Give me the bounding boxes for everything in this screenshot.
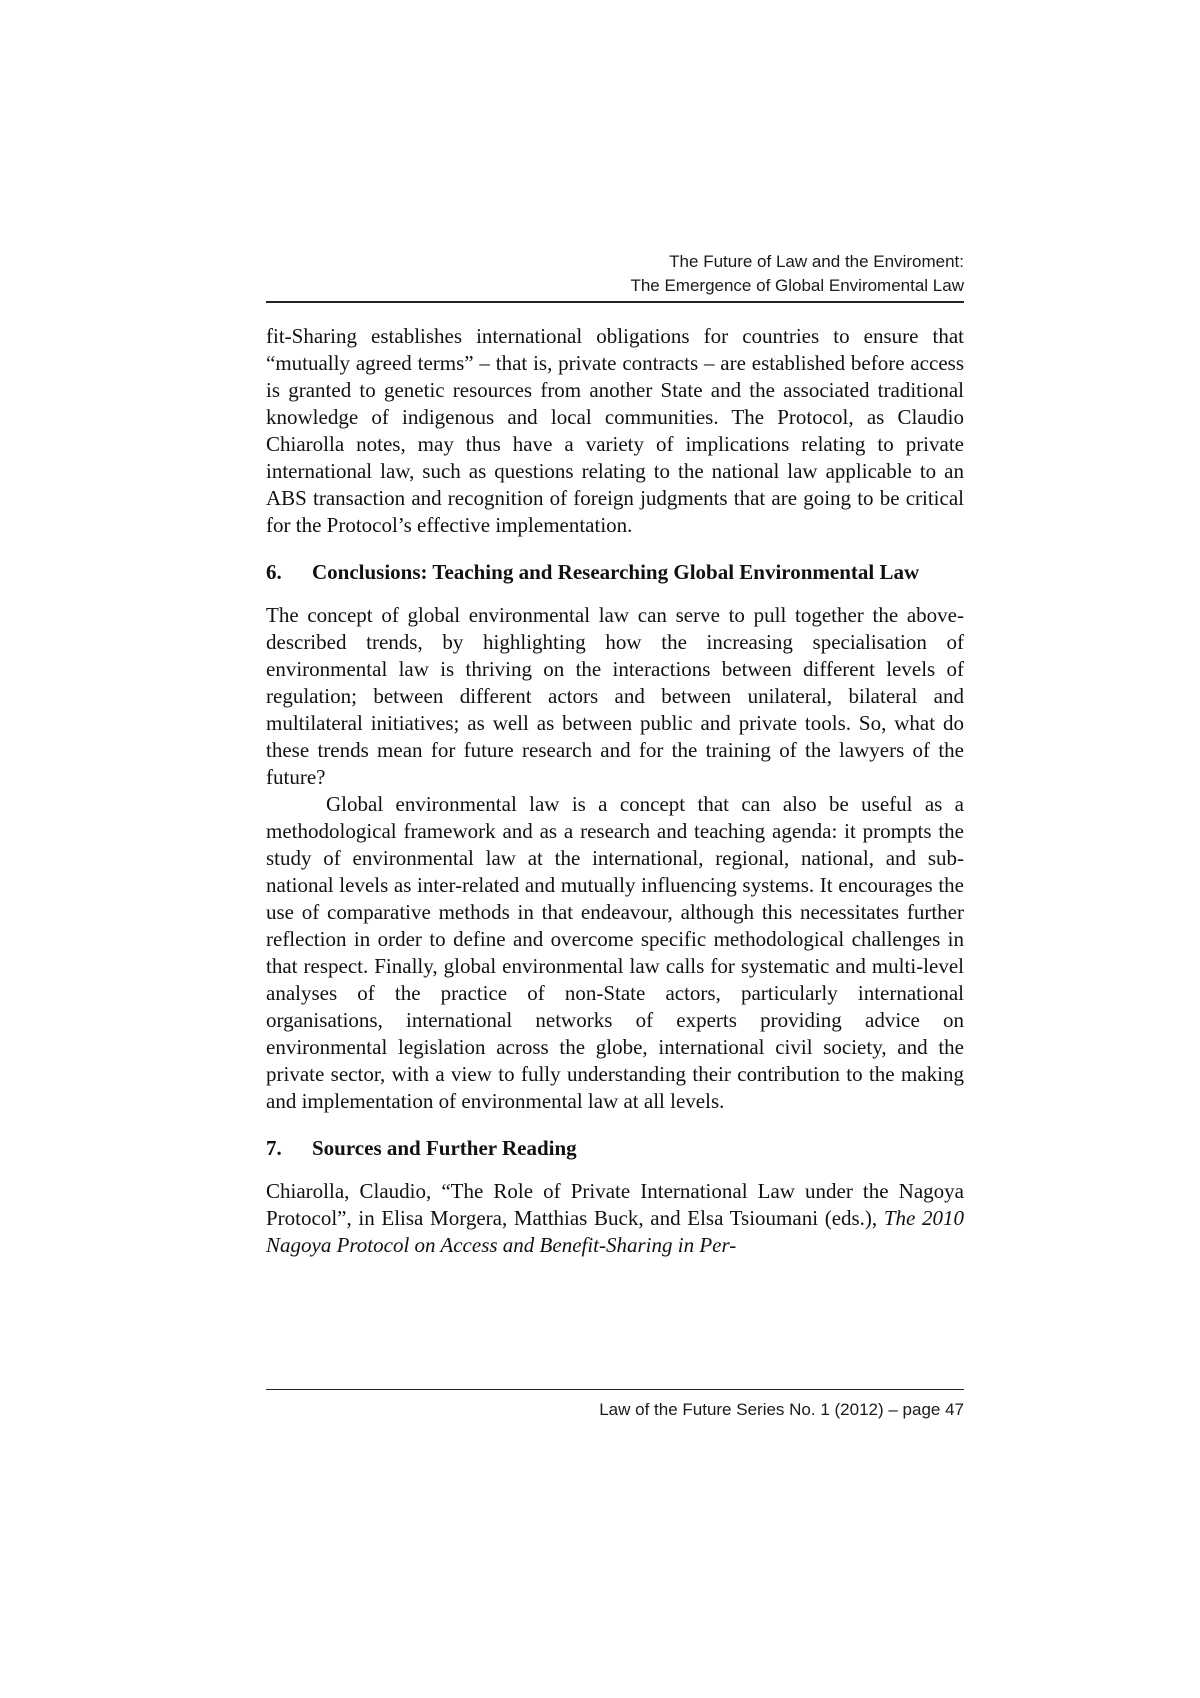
reference-book-title: The 2010 Nagoya Protocol on Access and Benefit-Sharing in Per- [266,1206,965,1257]
section-7-number: 7. [266,1136,282,1160]
reference-text: Chiarolla, Claudio, “The Role of Private International Law under the Nagoya Protocol”, in Elisa Morgera, Matthias Buck, and Elsa Tsioumani (eds.), [266,1179,964,1230]
header-line-2: The Emergence of Global Enviromental Law [630,276,964,295]
section-6-paragraph-1: The concept of global environmental law can serve to pull together the above-described trends, by highlighting how the increasing specialisation of environmental law is thriving on the interactions between different levels of regulation; between different actors and between unilateral, bilateral and multilateral initiatives; as well as between public and private tools. So, what do these trends mean for future research and for the training of the lawyers of the future? [266,603,964,789]
body-text [266,323,964,1259]
reference-entry [266,1178,964,1259]
section-6-number: 6. [266,560,282,584]
running-header [266,250,964,298]
footer-rule [266,1389,964,1390]
intro-paragraph: fit-Sharing establishes international obligations for countries to ensure that “mutually agreed terms” – that is, private contracts – are established before access is granted to genetic resources from another State and the associated traditional knowledge of indigenous and local communities. The Protocol, as Claudio Chiarolla notes, may thus have a variety of implications relating to private international law, such as questions relating to the national law applicable to an ABS transaction and recognition of foreign judgments that are going to be critical for the Protocol’s effective implementation. [266,324,964,537]
header-line-1: The Future of Law and the Enviroment: [669,252,964,271]
page-footer [266,1389,964,1422]
page-content [266,250,964,1259]
section-6-paragraph-2: Global environmental law is a concept that can also be useful as a methodological framework and as a research and teaching agenda: it prompts the study of environmental law at the international, regional, national, and sub-national levels as inter-related and mutually influencing systems. It encourages the use of comparative methods in that endeavour, although this necessitates further reflection in order to define and overcome specific methodological challenges in that respect. Finally, global environmental law calls for systematic and multi-level analyses of the practice of non-State actors, particularly international organisations, international networks of experts providing advice on environmental legislation across the globe, international civil society, and the private sector, with a view to fully understanding their contribution to the making and implementation of environmental law at all levels. [266,792,964,1113]
footer-text: Law of the Future Series No. 1 (2012) – page 47 [599,1400,964,1419]
section-7-title: Sources and Further Reading [312,1136,577,1160]
section-6-heading [266,559,964,586]
section-7-heading [266,1135,964,1162]
header-rule [266,301,964,303]
section-6-title: Conclusions: Teaching and Researching Global Environmental Law [312,560,920,584]
